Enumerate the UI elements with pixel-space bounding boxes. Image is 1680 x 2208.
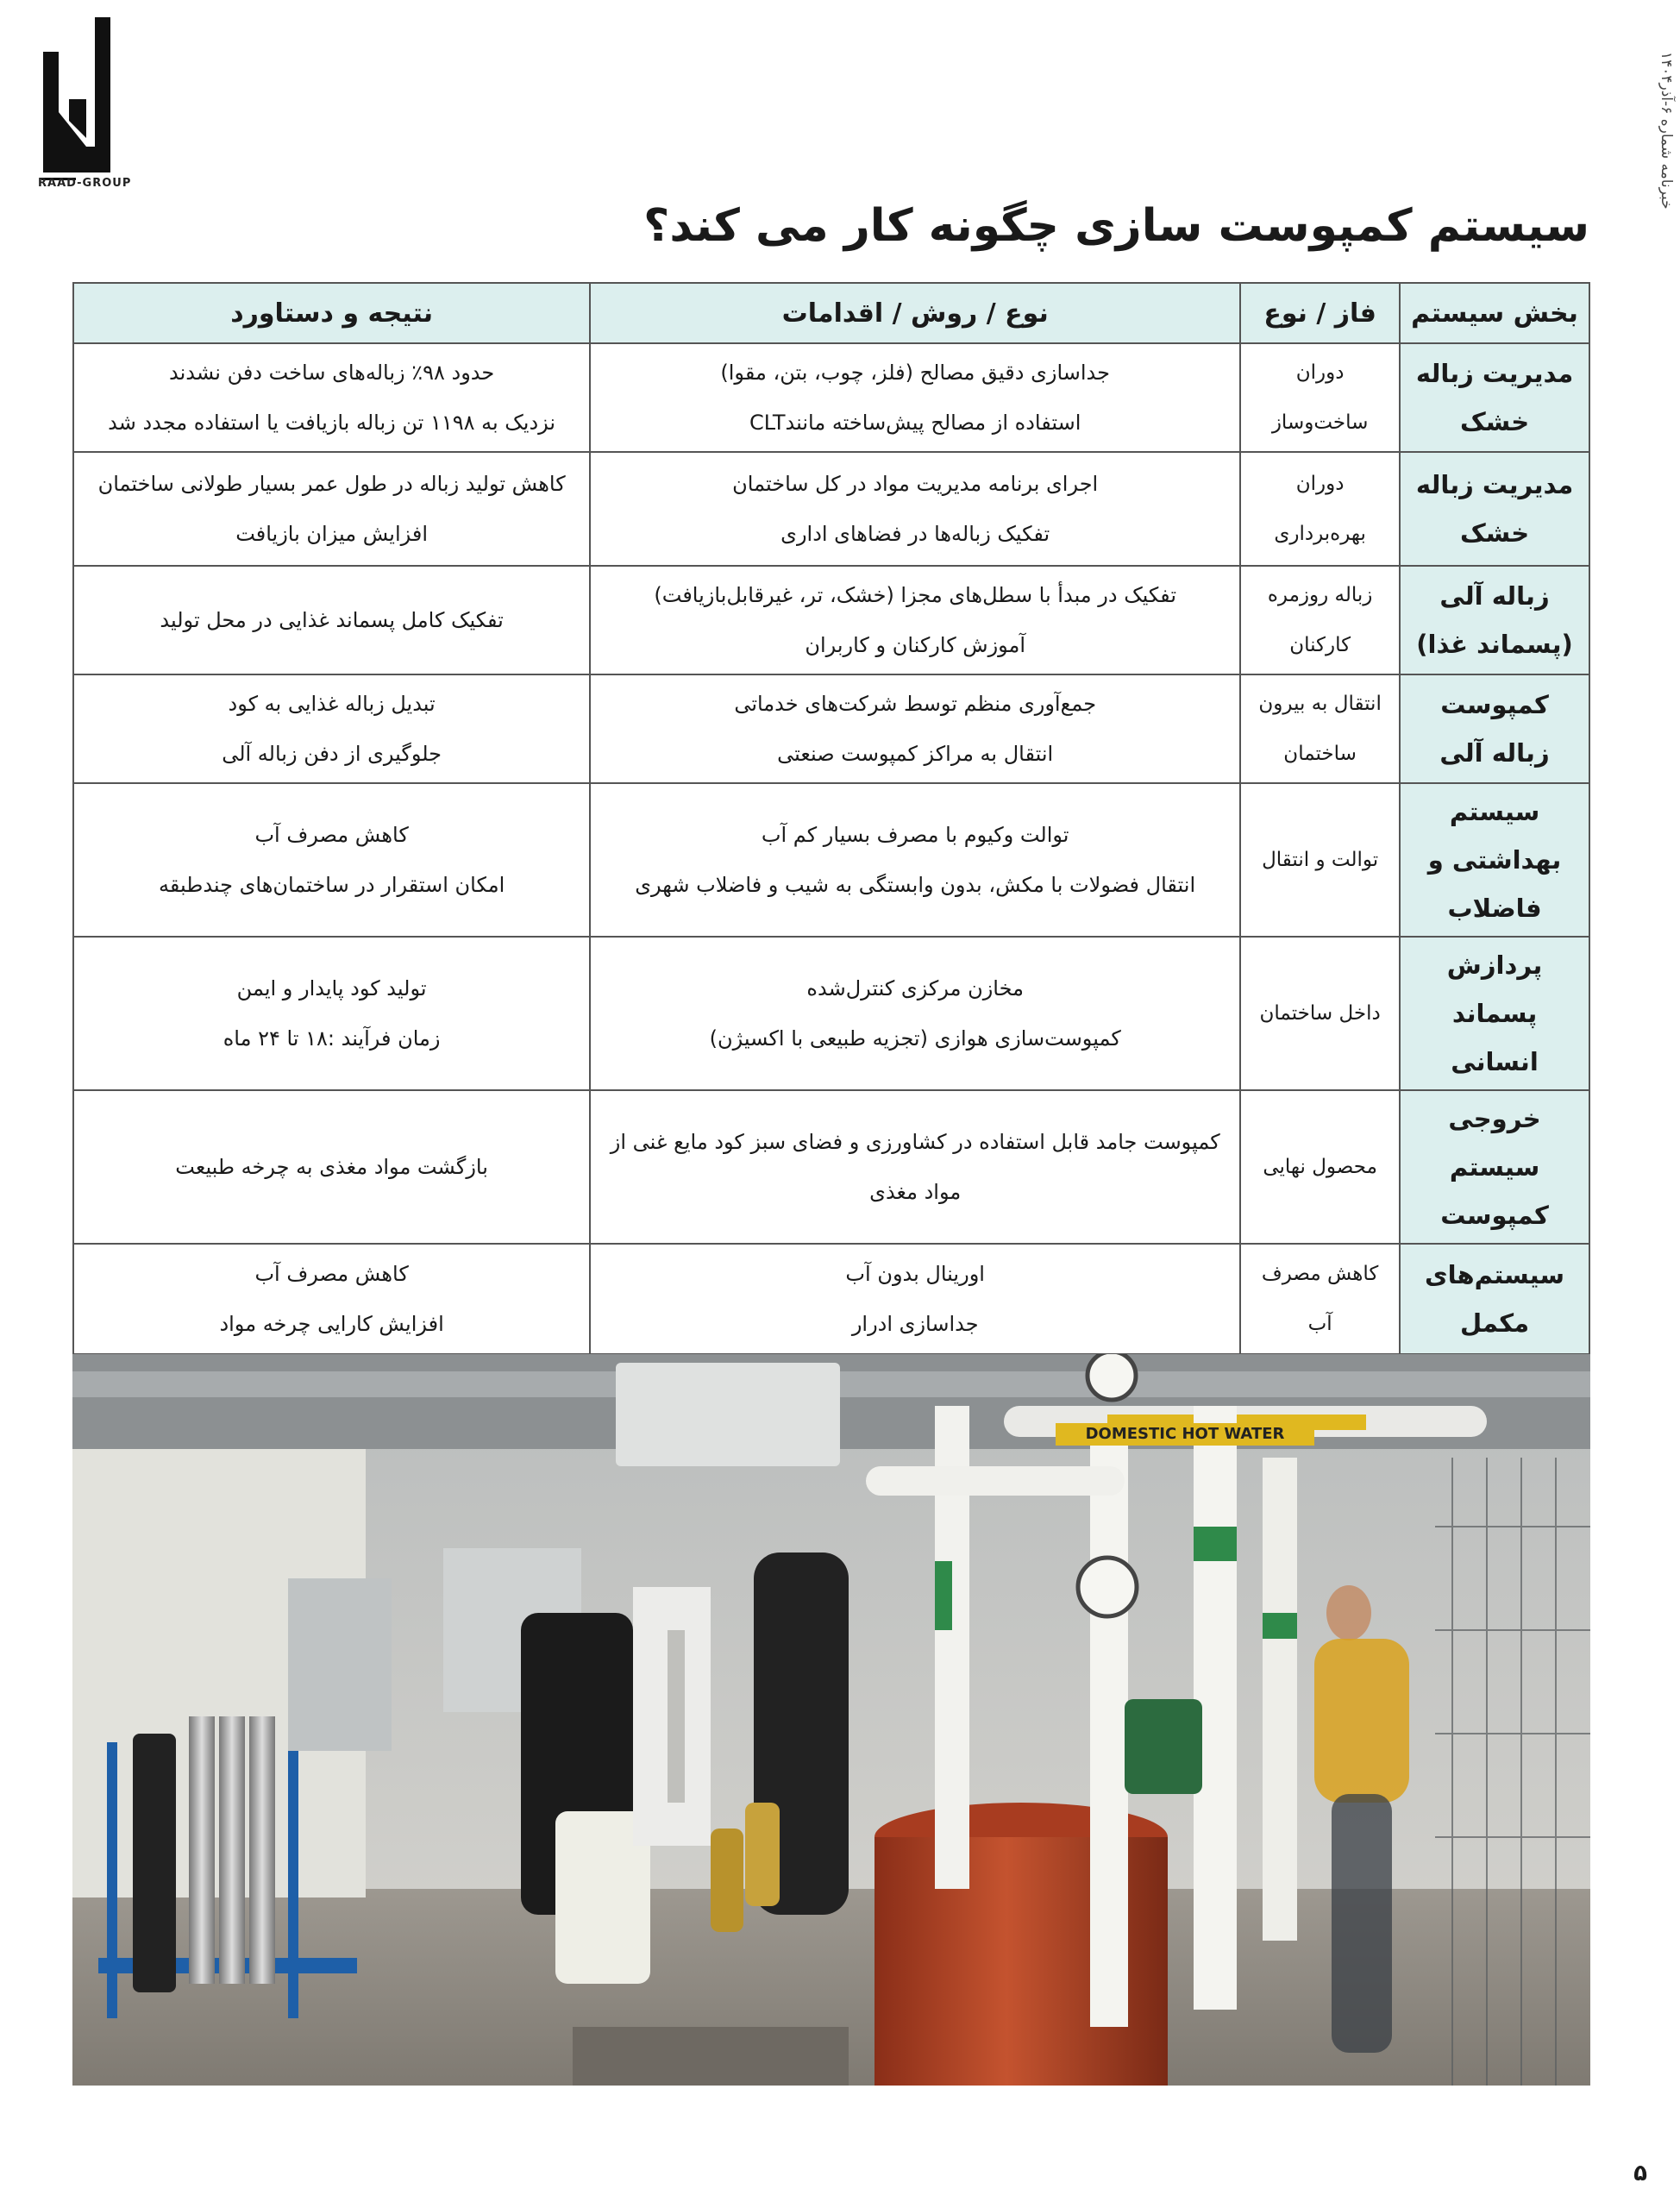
header-results: نتیجه و دستاورد	[73, 283, 590, 343]
cell-phase-line: کاهش مصرف	[1261, 1263, 1379, 1285]
header-actions: نوع / روش / اقدامات	[590, 283, 1240, 343]
cell-system-section: پردازش پسماند انسانی	[1400, 937, 1589, 1090]
cell-phase	[1240, 674, 1400, 783]
cell-results-line: زمان فرآیند :۱۸ تا ۲۴ ماه	[223, 1026, 441, 1051]
cell-results	[73, 343, 590, 452]
cell-actions	[590, 452, 1240, 566]
cell-results-line: کاهش تولید زباله در طول عمر بسیار طولانی ساختمان	[97, 472, 566, 496]
pipe-label: DOMESTIC HOT WATER	[1085, 1425, 1285, 1443]
cell-phase-line: دوران	[1295, 473, 1345, 495]
cell-system-section: مدیریت زباله خشک	[1400, 452, 1589, 566]
cell-results-line: کاهش مصرف آب	[254, 1262, 409, 1286]
cell-results	[73, 937, 590, 1090]
cell-phase-line: توالت و انتقال	[1262, 849, 1379, 871]
cell-actions-line: آموزش کارکنان و کاربران	[805, 633, 1026, 657]
cell-actions	[590, 566, 1240, 674]
cell-results-line: حدود ۹۸٪ زباله‌های ساخت دفن نشدند	[168, 361, 495, 385]
cell-actions-line: کمپوست‌سازی هوازی (تجزیه طبیعی با اکسیژن)	[709, 1026, 1121, 1051]
compost-system-table	[72, 282, 1590, 1464]
cell-actions	[590, 1244, 1240, 1354]
photo-illustration	[72, 1354, 1590, 2086]
cell-results	[73, 452, 590, 566]
cell-phase-line: محصول نهایی	[1263, 1156, 1377, 1178]
cell-results-line: تبدیل زباله غذایی به کود	[228, 692, 436, 716]
cell-actions-line: اورینال بدون آب	[845, 1262, 985, 1286]
cell-results	[73, 674, 590, 783]
cell-actions-line: اجرای برنامه مدیریت مواد در کل ساختمان	[732, 472, 1099, 496]
table-row	[73, 1244, 1589, 1354]
cell-actions-line: استفاده از مصالح پیش‌ساخته مانندCLT	[749, 411, 1081, 435]
cell-results	[73, 1090, 590, 1244]
cell-actions-line: تفکیک در مبدأ با سطل‌های مجزا (خشک، تر، غیرقابل‌بازیافت)	[654, 583, 1176, 607]
cell-system-section: خروجی سیستم کمپوست	[1400, 1090, 1589, 1244]
cell-actions	[590, 783, 1240, 937]
cell-phase	[1240, 452, 1400, 566]
table-row	[73, 674, 1589, 783]
cell-actions-line: مخازن مرکزی کنترل‌شده	[806, 976, 1024, 1000]
cell-actions	[590, 343, 1240, 452]
raad-group-logo	[34, 17, 138, 198]
table-row	[73, 452, 1589, 566]
header-system-section: بخش سیستم	[1400, 283, 1589, 343]
cell-results-line: کاهش مصرف آب	[254, 823, 409, 847]
cell-results	[73, 1244, 590, 1354]
cell-phase-line: آب	[1307, 1313, 1332, 1335]
cell-system-section: سیستم‌های مکمل	[1400, 1244, 1589, 1354]
cell-phase-line: ساختمان	[1283, 743, 1357, 765]
cell-phase-line: داخل ساختمان	[1259, 1002, 1381, 1025]
cell-actions-line: جمع‌آوری منظم توسط شرکت‌های خدماتی	[734, 692, 1097, 716]
cell-actions	[590, 1090, 1240, 1244]
cell-phase	[1240, 566, 1400, 674]
cell-results-line: تفکیک کامل پسماند غذایی در محل تولید	[160, 608, 504, 632]
cell-phase	[1240, 343, 1400, 452]
cell-results-line: نزدیک به ۱۱۹۸ تن زباله بازیافت یا استفاده مجدد شد	[108, 411, 556, 435]
table-row	[73, 566, 1589, 674]
cell-results-line: افزایش کارایی چرخه مواد	[219, 1312, 444, 1336]
cell-system-section: زباله آلی (پسماند غذا)	[1400, 566, 1589, 674]
cell-phase-line: کارکنان	[1289, 634, 1351, 656]
table-row	[73, 1090, 1589, 1244]
cell-results	[73, 566, 590, 674]
cell-results	[73, 783, 590, 937]
cell-actions-line: انتقال به مراکز کمپوست صنعتی	[777, 742, 1054, 766]
cell-phase	[1240, 1090, 1400, 1244]
cell-actions-line: انتقال فضولات با مکش، بدون وابستگی به شیب و فاضلاب شهری	[635, 873, 1196, 897]
cell-phase-line: زباله روزمره	[1267, 584, 1373, 606]
cell-phase-line: ساخت‌وساز	[1271, 411, 1369, 434]
logo-text: RAAD-GROUP	[38, 177, 132, 190]
table-row	[73, 937, 1589, 1090]
page-number: ۵	[1633, 2161, 1647, 2186]
mechanical-room-photo	[72, 1354, 1590, 2086]
cell-phase	[1240, 937, 1400, 1090]
cell-results-line: افزایش میزان بازیافت	[235, 522, 429, 546]
cell-phase-line: انتقال به بیرون	[1258, 693, 1382, 715]
cell-actions-line: جداسازی ادرار	[851, 1312, 979, 1336]
cell-phase	[1240, 783, 1400, 937]
page-title: سیستم کمپوست سازی چگونه کار می کند؟	[643, 200, 1589, 252]
cell-phase-line: دوران	[1295, 361, 1345, 384]
cell-actions-line: توالت وکیوم با مصرف بسیار کم آب	[761, 823, 1069, 847]
cell-system-section: کمپوست زباله آلی	[1400, 674, 1589, 783]
cell-system-section: مدیریت زباله خشک	[1400, 343, 1589, 452]
cell-actions	[590, 674, 1240, 783]
table-row	[73, 783, 1589, 937]
cell-actions-line: مواد مغذی	[869, 1180, 962, 1204]
cell-results-line: بازگشت مواد مغذی به چرخه طبیعت	[175, 1155, 488, 1179]
cell-results-line: امکان استقرار در ساختمان‌های چندطبقه	[158, 873, 505, 897]
cell-phase-line: بهره‌برداری	[1274, 523, 1366, 545]
newsletter-note: خبرنامه شماره ۶-آذر۱۴۰۴	[1658, 52, 1675, 210]
cell-system-section: سیستم بهداشتی و فاضلاب	[1400, 783, 1589, 937]
cell-results-line: جلوگیری از دفن زباله آلی	[222, 742, 442, 766]
table-row	[73, 343, 1589, 452]
header-phase: فاز / نوع	[1240, 283, 1400, 343]
cell-actions-line: کمپوست جامد قابل استفاده در کشاورزی و فضای سبز کود مایع غنی از	[610, 1130, 1220, 1154]
cell-phase	[1240, 1244, 1400, 1354]
cell-results-line: تولید کود پایدار و ایمن	[236, 976, 427, 1000]
cell-actions	[590, 937, 1240, 1090]
cell-actions-line: جداسازی دقیق مصالح (فلز، چوب، بتن، مقوا)	[720, 361, 1110, 385]
table-header-row	[73, 283, 1589, 343]
cell-actions-line: تفکیک زباله‌ها در فضاهای اداری	[780, 522, 1050, 546]
